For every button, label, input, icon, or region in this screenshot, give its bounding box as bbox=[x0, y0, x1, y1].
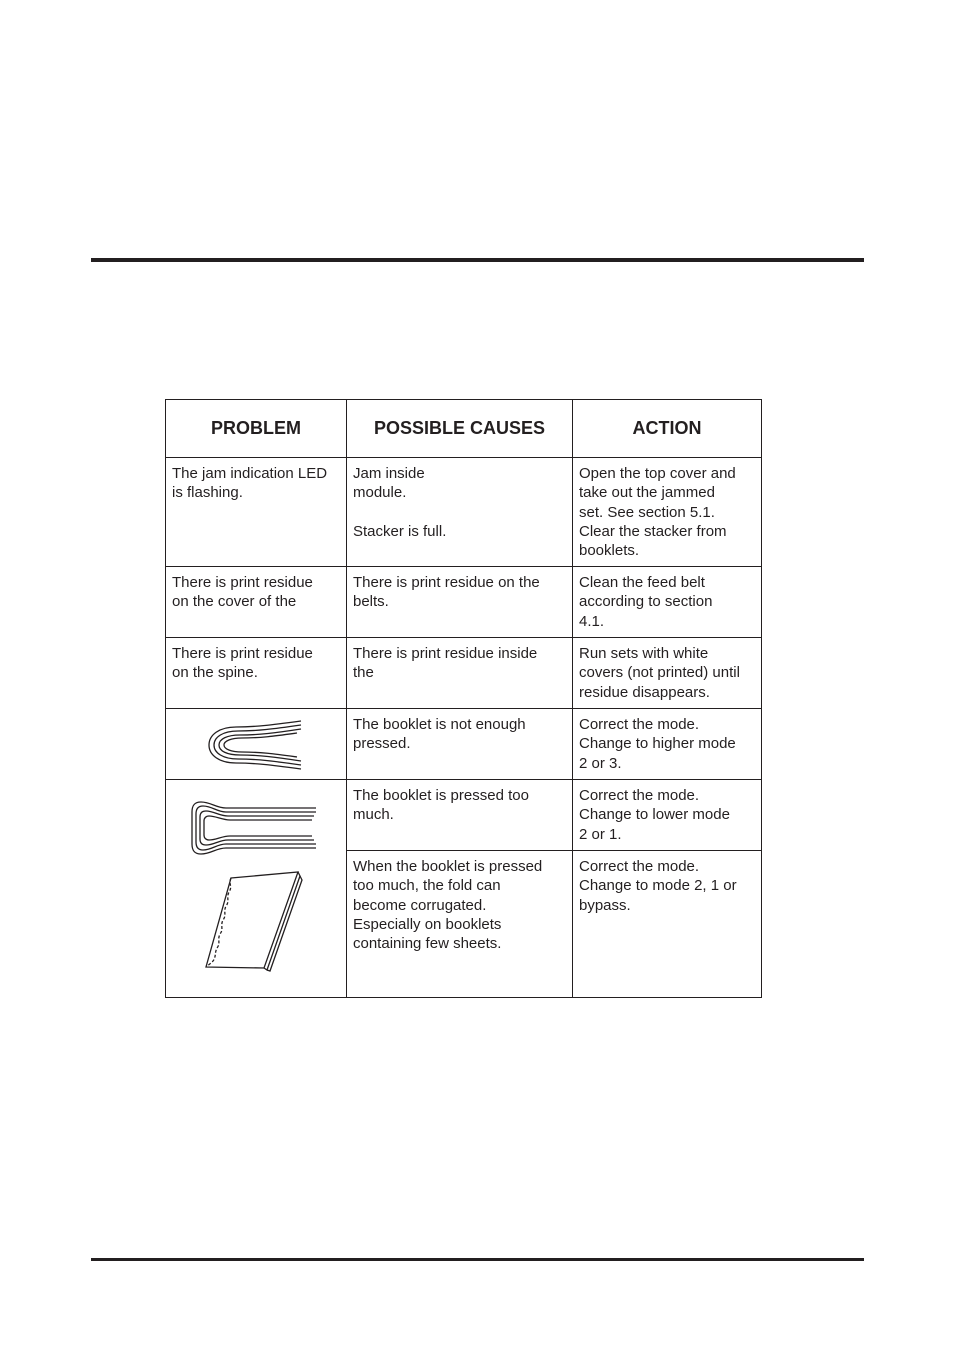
booklet-pressed-too-much-illustration bbox=[186, 786, 326, 976]
problem-cell: The jam indication LED is flashing. bbox=[166, 458, 347, 567]
action-cell: Run sets with white covers (not printed) until residue disappears. bbox=[573, 638, 762, 709]
bottom-divider-rule bbox=[91, 1258, 864, 1261]
action-cell: Correct the mode. Change to lower mode 2 or 1. bbox=[573, 780, 762, 851]
table-row bbox=[166, 458, 762, 567]
causes-cell: There is print residue inside the bbox=[347, 638, 573, 709]
table-row bbox=[166, 780, 762, 851]
booklet-not-pressed-enough-illustration bbox=[166, 709, 347, 780]
causes-cell: Jam inside module. Stacker is full. bbox=[347, 458, 573, 567]
action-cell: Open the top cover and take out the jammed set. See section 5.1. Clear the stacker from booklets. bbox=[573, 458, 762, 567]
header-problem: PROBLEM bbox=[166, 400, 347, 458]
header-action: ACTION bbox=[573, 400, 762, 458]
causes-cell: There is print residue on the belts. bbox=[347, 567, 573, 638]
causes-cell: When the booklet is pressed too much, the fold can become corrugated. Especially on booklets containing few sheets. bbox=[347, 851, 573, 998]
booklet-fold-illustrations bbox=[166, 780, 347, 998]
causes-cell: The booklet is not enough pressed. bbox=[347, 709, 573, 780]
table-row bbox=[166, 638, 762, 709]
table-row bbox=[166, 709, 762, 780]
causes-cell: The booklet is pressed too much. bbox=[347, 780, 573, 851]
problem-cell: There is print residue on the cover of the bbox=[166, 567, 347, 638]
problem-cell: There is print residue on the spine. bbox=[166, 638, 347, 709]
action-cell: Correct the mode. Change to higher mode 2 or 3. bbox=[573, 709, 762, 780]
top-divider-rule bbox=[91, 258, 864, 262]
table-row bbox=[166, 567, 762, 638]
table-header-row bbox=[166, 400, 762, 458]
action-cell: Correct the mode. Change to mode 2, 1 or bypass. bbox=[573, 851, 762, 998]
action-cell: Clean the feed belt according to section 4.1. bbox=[573, 567, 762, 638]
header-possible-causes: POSSIBLE CAUSES bbox=[347, 400, 573, 458]
troubleshooting-table bbox=[165, 399, 762, 998]
